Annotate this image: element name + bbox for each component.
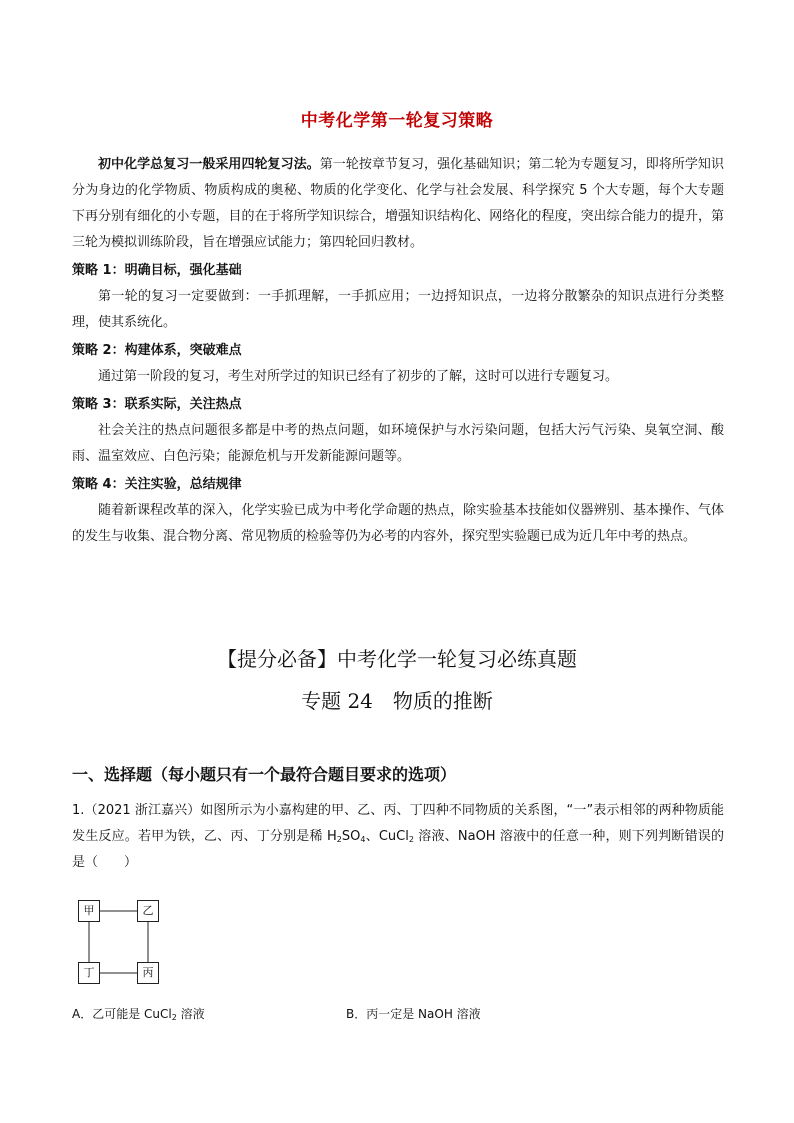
strategy-3-body: 社会关注的热点问题很多都是中考的热点问题，如环境保护与水污染问题，包括大污气污染、臭氧空洞、酸雨、温室效应、白色污染；能源危机与开发新能源问题等。 xyxy=(72,423,724,464)
exam-title: 【提分必备】中考化学一轮复习必练真题 xyxy=(217,647,577,671)
strategy-2-heading: 策略 2：构建体系，突破难点 xyxy=(72,343,242,358)
intro-paragraph xyxy=(72,152,724,256)
intro-text: 第一轮按章节复习，强化基础知识；第二轮为专题复习，即将所学知识分为身边的化学物质、物质构成的奥秘、物质的化学变化、化学与社会发展、科学探究 5 个大专题，每个大专题下再分别有细化的小专题，目的在于将所学知识综合，增强知识结构化、网络化的程度，突出综合能力的提升，第三轮为模拟训练阶段，旨在增强应试能力；第四轮回归教材。 xyxy=(72,157,724,250)
strategy-2-body: 通过第一阶段的复习，考生对所学过的知识已经有了初步的了解，这时可以进行专题复习。 xyxy=(98,369,619,384)
strategy-4-body: 随着新课程改革的深入，化学实验已成为中考化学命题的热点，除实验基本技能如仪器辨别、基本操作、气体的发生与收集、混合物分离、常见物质的检验等仍为必考的内容外，探究型实验题已成为近几年中考的热点。 xyxy=(72,503,724,544)
strategy-3-heading: 策略 3：联系实际，关注热点 xyxy=(72,397,242,412)
node-yi: 乙 xyxy=(137,900,159,922)
section-heading: 一、选择题（每小题只有一个最符合题目要求的选项） xyxy=(72,765,457,784)
strategy-4-heading: 策略 4：关注实验，总结规律 xyxy=(72,477,242,492)
page-title: 中考化学第一轮复习策略 xyxy=(300,111,494,131)
intro-bold-lead: 初中化学总复习一般采用四轮复习法。 xyxy=(98,157,320,172)
relation-diagram xyxy=(78,900,168,990)
option-a: A．乙可能是 CuCl$_2$ 溶液 xyxy=(72,1007,205,1022)
topic-title: 专题 24 物质的推断 xyxy=(301,689,493,713)
strategy-1-body: 第一轮的复习一定要做到：一手抓理解，一手抓应用；一边捋知识点，一边将分散繁杂的知识点进行分类整理，使其系统化。 xyxy=(72,289,724,330)
node-bing: 丙 xyxy=(137,962,159,984)
node-ding: 丁 xyxy=(78,962,100,984)
question-1-stem: 1.（2021 浙江嘉兴）如图所示为小嘉构建的甲、乙、丙、丁四种不同物质的关系图，“一”表示相邻的两种物质能发生反应。若甲为铁，乙、丙、丁分别是稀 $H_2SO_4$、CuCl$_2$ 溶液、NaOH 溶液中的任意一种，则下列判断错误的是（ ） xyxy=(72,803,724,870)
strategy-1-heading: 策略 1：明确目标，强化基础 xyxy=(72,263,242,278)
option-b: B．丙一定是 NaOH 溶液 xyxy=(346,1007,481,1021)
node-jia: 甲 xyxy=(78,900,100,922)
